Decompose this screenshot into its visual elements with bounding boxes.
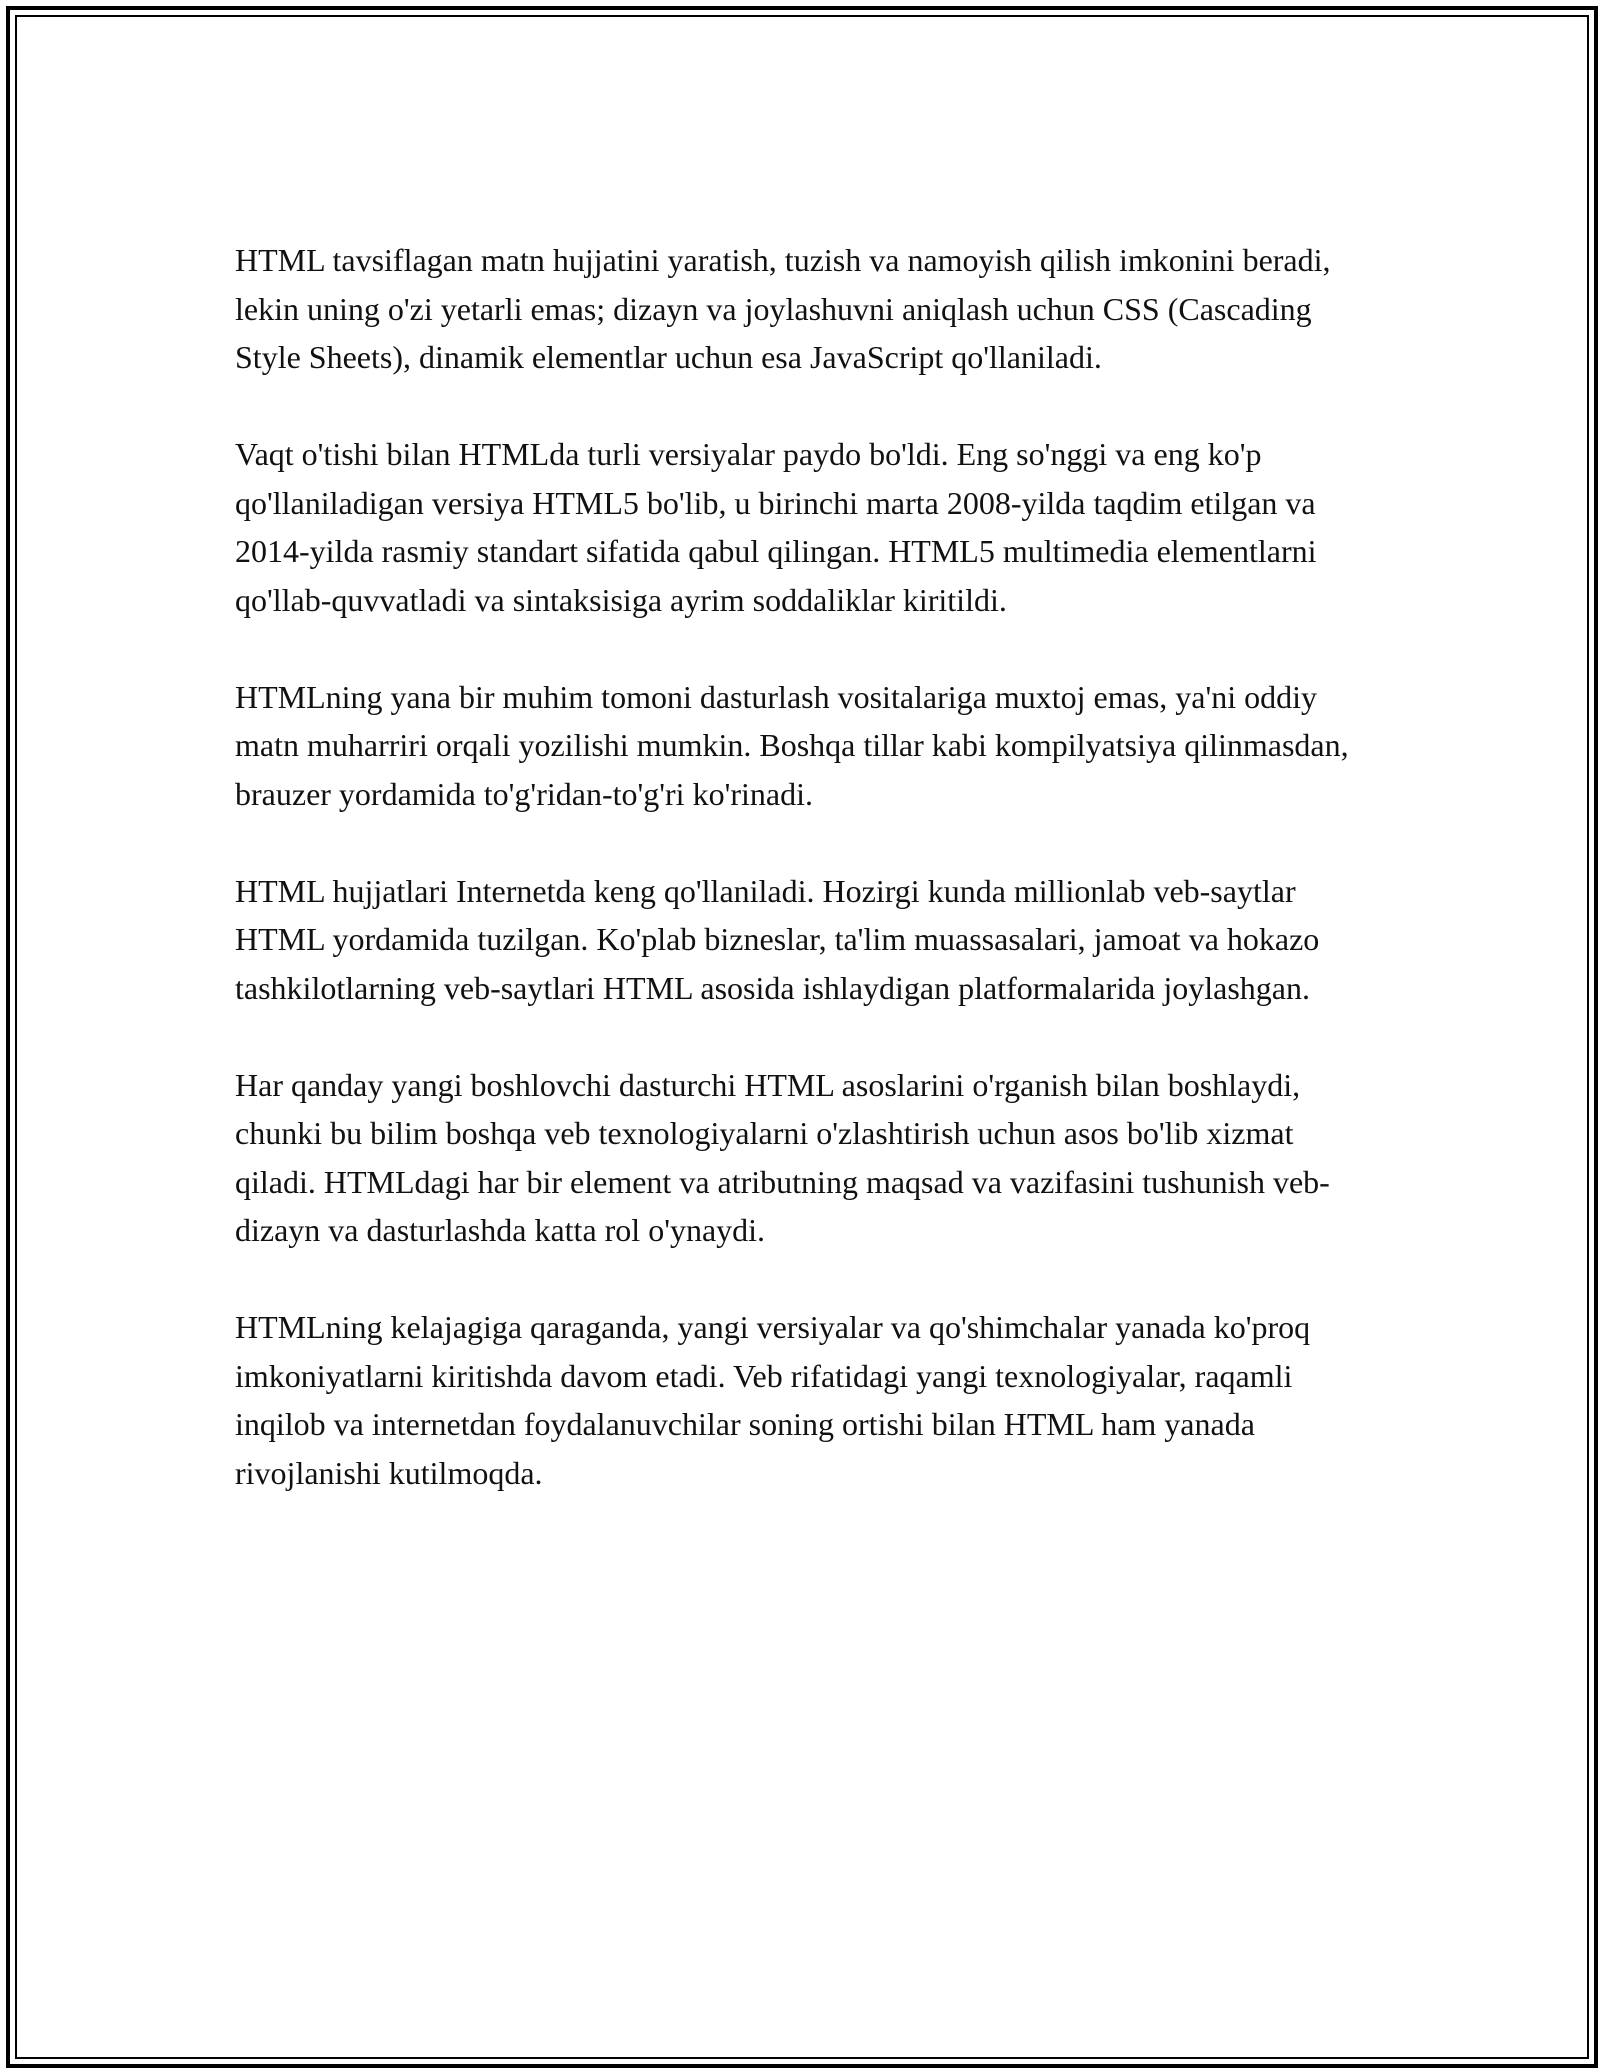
paragraph-html-intro: HTML tavsiflagan matn hujjatini yaratish, tuzish va namoyish qilish imkonini beradi, lekin uning o'zi yetarli emas; dizayn va joylashuvni aniqlash uchun CSS (Cascading Style Sheets), dinamik elementlar uchun esa JavaScript qo'llaniladi. bbox=[235, 242, 1331, 375]
paragraph-html-future: HTMLning kelajagiga qaraganda, yangi versiyalar va qo'shimchalar yanada ko'proq imkoniyatlarni kiritishda davom etadi. Veb rifatidagi yangi texnologiyalar, raqamli inqilob va internetdan foydalanuvchilar soning ortishi bilan HTML ham yanada rivojlanishi kutilmoqda. bbox=[235, 1309, 1311, 1491]
document-body bbox=[235, 236, 1375, 1497]
paragraph-html-versions: Vaqt o'tishi bilan HTMLda turli versiyalar paydo bo'ldi. Eng so'nggi va eng ko'p qo'llaniladigan versiya HTML5 bo'lib, u birinchi marta 2008-yilda taqdim etilgan va 2014-yilda rasmiy standart sifatida qabul qilingan. HTML5 multimedia elementlarni qo'llab-quvvatladi va sintaksisiga ayrim soddaliklar kiritildi. bbox=[235, 436, 1317, 618]
paragraph-html-editing: HTMLning yana bir muhim tomoni dasturlash vositalariga muxtoj emas, ya'ni oddiy matn muharriri orqali yozilishi mumkin. Boshqa tillar kabi kompilyatsiya qilinmasdan, brauzer yordamida to'g'ridan-to'g'ri ko'rinadi. bbox=[235, 678, 1349, 812]
paragraph-html-learning: Har qanday yangi boshlovchi dasturchi HTML asoslarini o'rganish bilan boshlaydi, chunki bu bilim boshqa veb texnologiyalarni o'zlashtirish uchun asos bo'lib xizmat qiladi. HTMLdagi har bir element va atributning maqsad va vazifasini tushunish veb-dizayn va dasturlashda katta rol o'ynaydi. bbox=[235, 1066, 1330, 1248]
paragraph-html-usage: HTML hujjatlari Internetda keng qo'llaniladi. Hozirgi kunda millionlab veb-saytlar HTML yordamida tuzilgan. Ko'plab bizneslar, ta'lim muassasalari, jamoat va hokazo tashkilotlarning veb-saytlari HTML asosida ishlaydigan platformalarida joylashgan. bbox=[235, 872, 1320, 1006]
